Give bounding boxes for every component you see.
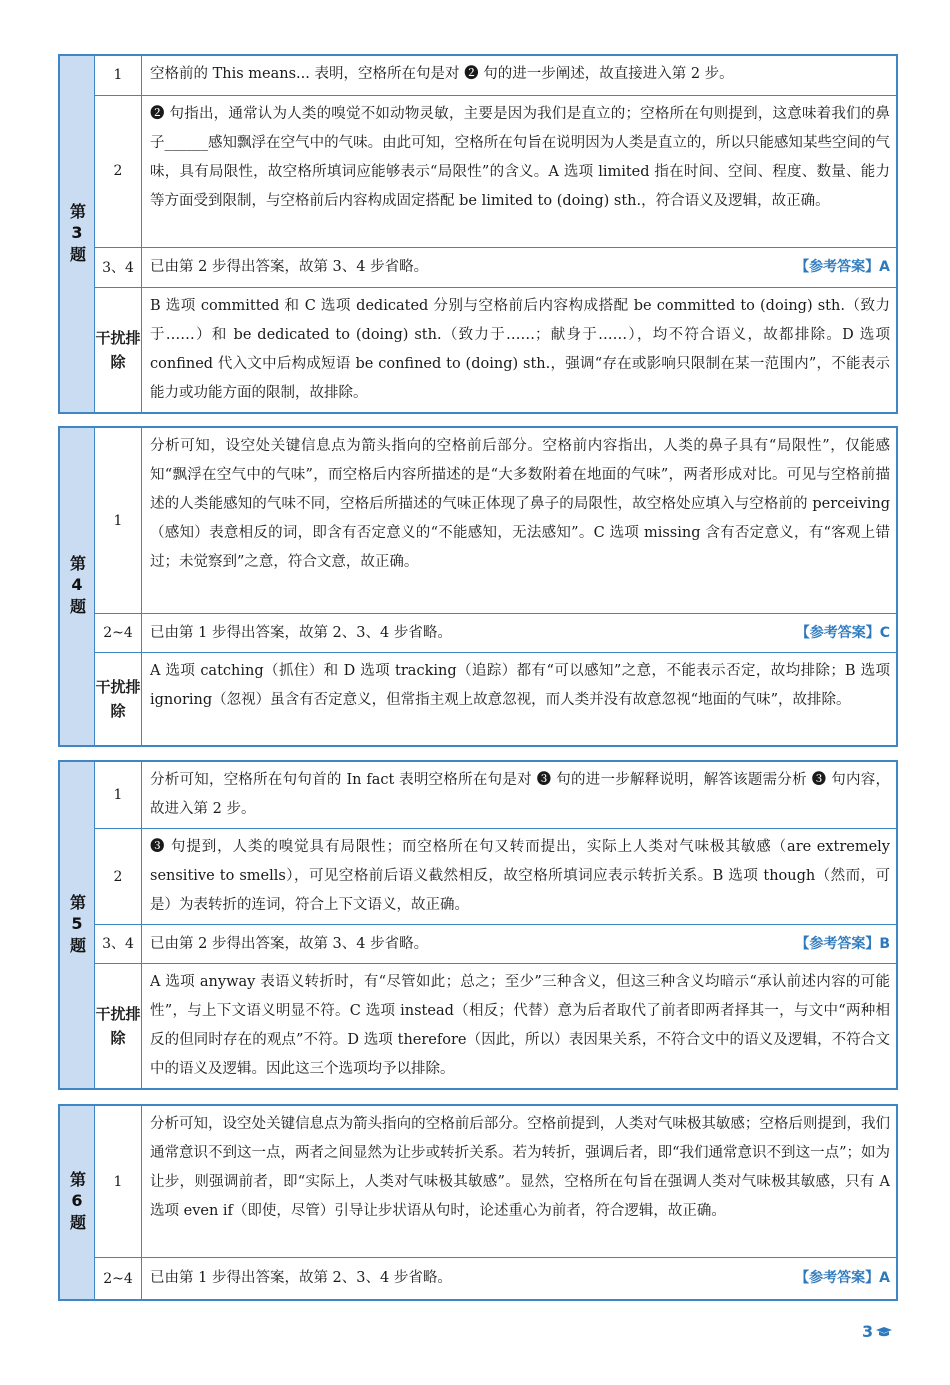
step-row — [95, 1258, 896, 1299]
question-label: 第3题 — [60, 56, 95, 412]
step-number: 3、4 — [95, 248, 142, 287]
step-number: 1 — [95, 428, 142, 613]
step-row — [95, 762, 896, 829]
step-number: 1 — [95, 762, 142, 828]
step-text: 空格前的 This means... 表明，空格所在句是对 ❷ 句的进一步阐述，故直接进入第 2 步。 — [150, 66, 734, 82]
distractor-text: B 选项 committed 和 C 选项 dedicated 分别与空格前后内容构成搭配 be committed to (doing) sth.（致力于……）和 be dedicated to (doing) sth.（致力于……；献身于……），均不符合语义，故都排除。D 选项 confined 代入文中后构成短语 be confined to (doing) sth.，强调“存在或影响只限制在某一范围内”，不能表示能力或功能方面的限制，故排除。 — [150, 298, 895, 401]
step-row — [95, 614, 896, 653]
reference-answer: 【参考答案】A — [795, 259, 890, 275]
distractor-text: A 选项 catching（抓住）和 D 选项 tracking（追踪）都有“可以感知”之意，不能表示否定，故均排除；B 选项 ignoring（忽视）虽含有否定意义，但常指主观上故意忽视，而人类并没有故意忽视“地面的气味”，故排除。 — [150, 663, 895, 708]
step-row — [95, 96, 896, 248]
step-row — [95, 925, 896, 964]
step-text: 已由第 1 步得出答案，故第 2、3、4 步省略。 — [150, 1270, 452, 1286]
distractor-row — [95, 288, 896, 412]
step-number: 2 — [95, 96, 142, 247]
step-number: 2~4 — [95, 1258, 142, 1299]
reference-answer: 【参考答案】C — [795, 624, 890, 641]
question-label: 第5题 — [60, 762, 95, 1088]
distractor-label: 干扰排除 — [95, 288, 142, 412]
step-row — [95, 248, 896, 288]
graduation-cap-icon — [875, 1326, 893, 1338]
step-row — [95, 829, 896, 925]
reference-answer: 【参考答案】B — [795, 935, 890, 952]
question-4-block — [58, 426, 898, 747]
step-text: 分析可知，空格所在句句首的 In fact 表明空格所在句是对 ❸ 句的进一步解释说明，解答该题需分析 ❸ 句内容，故进入第 2 步。 — [150, 772, 890, 817]
step-number: 1 — [95, 1106, 142, 1257]
step-text: 已由第 2 步得出答案，故第 3、4 步省略。 — [150, 259, 429, 275]
step-text: 已由第 2 步得出答案，故第 3、4 步省略。 — [150, 935, 429, 952]
question-label: 第6题 — [60, 1106, 95, 1299]
step-row — [95, 428, 896, 614]
step-number: 2~4 — [95, 614, 142, 652]
distractor-row — [95, 964, 896, 1088]
question-6-block — [58, 1104, 898, 1301]
distractor-row — [95, 653, 896, 745]
step-row — [95, 1106, 896, 1258]
question-5-block — [58, 760, 898, 1090]
step-number: 3、4 — [95, 925, 142, 963]
step-row — [95, 56, 896, 96]
distractor-label: 干扰排除 — [95, 964, 142, 1088]
step-text: ❸ 句提到，人类的嗅觉具有局限性；而空格所在句又转而提出，实际上人类对气味极其敏感（are extremely sensitive to smells），可见空格前后语义截然相反，故空格所填词应表示转折关系。B 选项 though（然而，可是）为表转折的连词，符合上下文语义，故正确。 — [150, 839, 895, 913]
distractor-text: A 选项 anyway 表语义转折时，有“尽管如此；总之；至少”三种含义，但这三种含义均暗示“承认前述内容的可能性”，与上下文语义明显不符。C 选项 instead（相反；代替）意为后者取代了前者即两者择其一，与文中“两种相反的但同时存在的观点”不符。D 选项 therefore（因此，所以）表因果关系，不符合文中的语义及逻辑，不符合文中的语义及逻辑。因此这三个选项均予以排除。 — [150, 974, 890, 1077]
step-text: ❷ 句指出，通常认为人类的嗅觉不如动物灵敏，主要是因为我们是直立的；空格所在句则提到，这意味着我们的鼻子______感知飘浮在空气中的气味。由此可知，空格所在句旨在说明因为人类是直立的，所以只能感知某些空间的气味，具有局限性，故空格所填词应能够表示“局限性”的含义。A 选项 limited 指在时间、空间、程度、数量、能力等方面受到限制，与空格前后内容构成固定搭配 be limited to (doing) sth.，符合语义及逻辑，故正确。 — [150, 105, 890, 209]
question-label: 第4题 — [60, 428, 95, 745]
step-number: 2 — [95, 829, 142, 924]
reference-answer: 【参考答案】A — [795, 1270, 890, 1286]
distractor-label: 干扰排除 — [95, 653, 142, 745]
step-number: 1 — [95, 56, 142, 95]
page-number-text: 3 — [862, 1322, 874, 1341]
question-3-block — [58, 54, 898, 414]
step-text: 分析可知，设空处关键信息点为箭头指向的空格前后部分。空格前提到，人类对气味极其敏感；空格后则提到，我们通常意识不到这一点，两者之间显然为让步或转折关系。若为转折，强调后者，即“我们通常意识不到这一点”；如为让步，则强调前者，即“实际上，人类对气味极其敏感”。显然，空格所在句旨在强调人类对气味极其敏感，只有 A 选项 even if（即使，尽管）引导让步状语从句时，论述重心为前者，符合逻辑，故正确。 — [150, 1116, 895, 1219]
step-text: 已由第 1 步得出答案，故第 2、3、4 步省略。 — [150, 624, 452, 641]
page-number — [862, 1322, 893, 1341]
step-text: 分析可知，设空处关键信息点为箭头指向的空格前后部分。空格前内容指出，人类的鼻子具有“局限性”，仅能感知“飘浮在空气中的气味”，而空格后内容所描述的是“大多数附着在地面的气味”，两者形成对比。可见与空格前描述的人类能感知的气味不同，空格后所描述的气味正体现了鼻子的局限性，故空格处应填入与空格前的 perceiving（感知）表意相反的词，即含有否定意义的“不能感知，无法感知”。C 选项 missing 含有否定意义，有“客观上错过；未觉察到”之意，符合文意，故正确。 — [150, 438, 890, 570]
